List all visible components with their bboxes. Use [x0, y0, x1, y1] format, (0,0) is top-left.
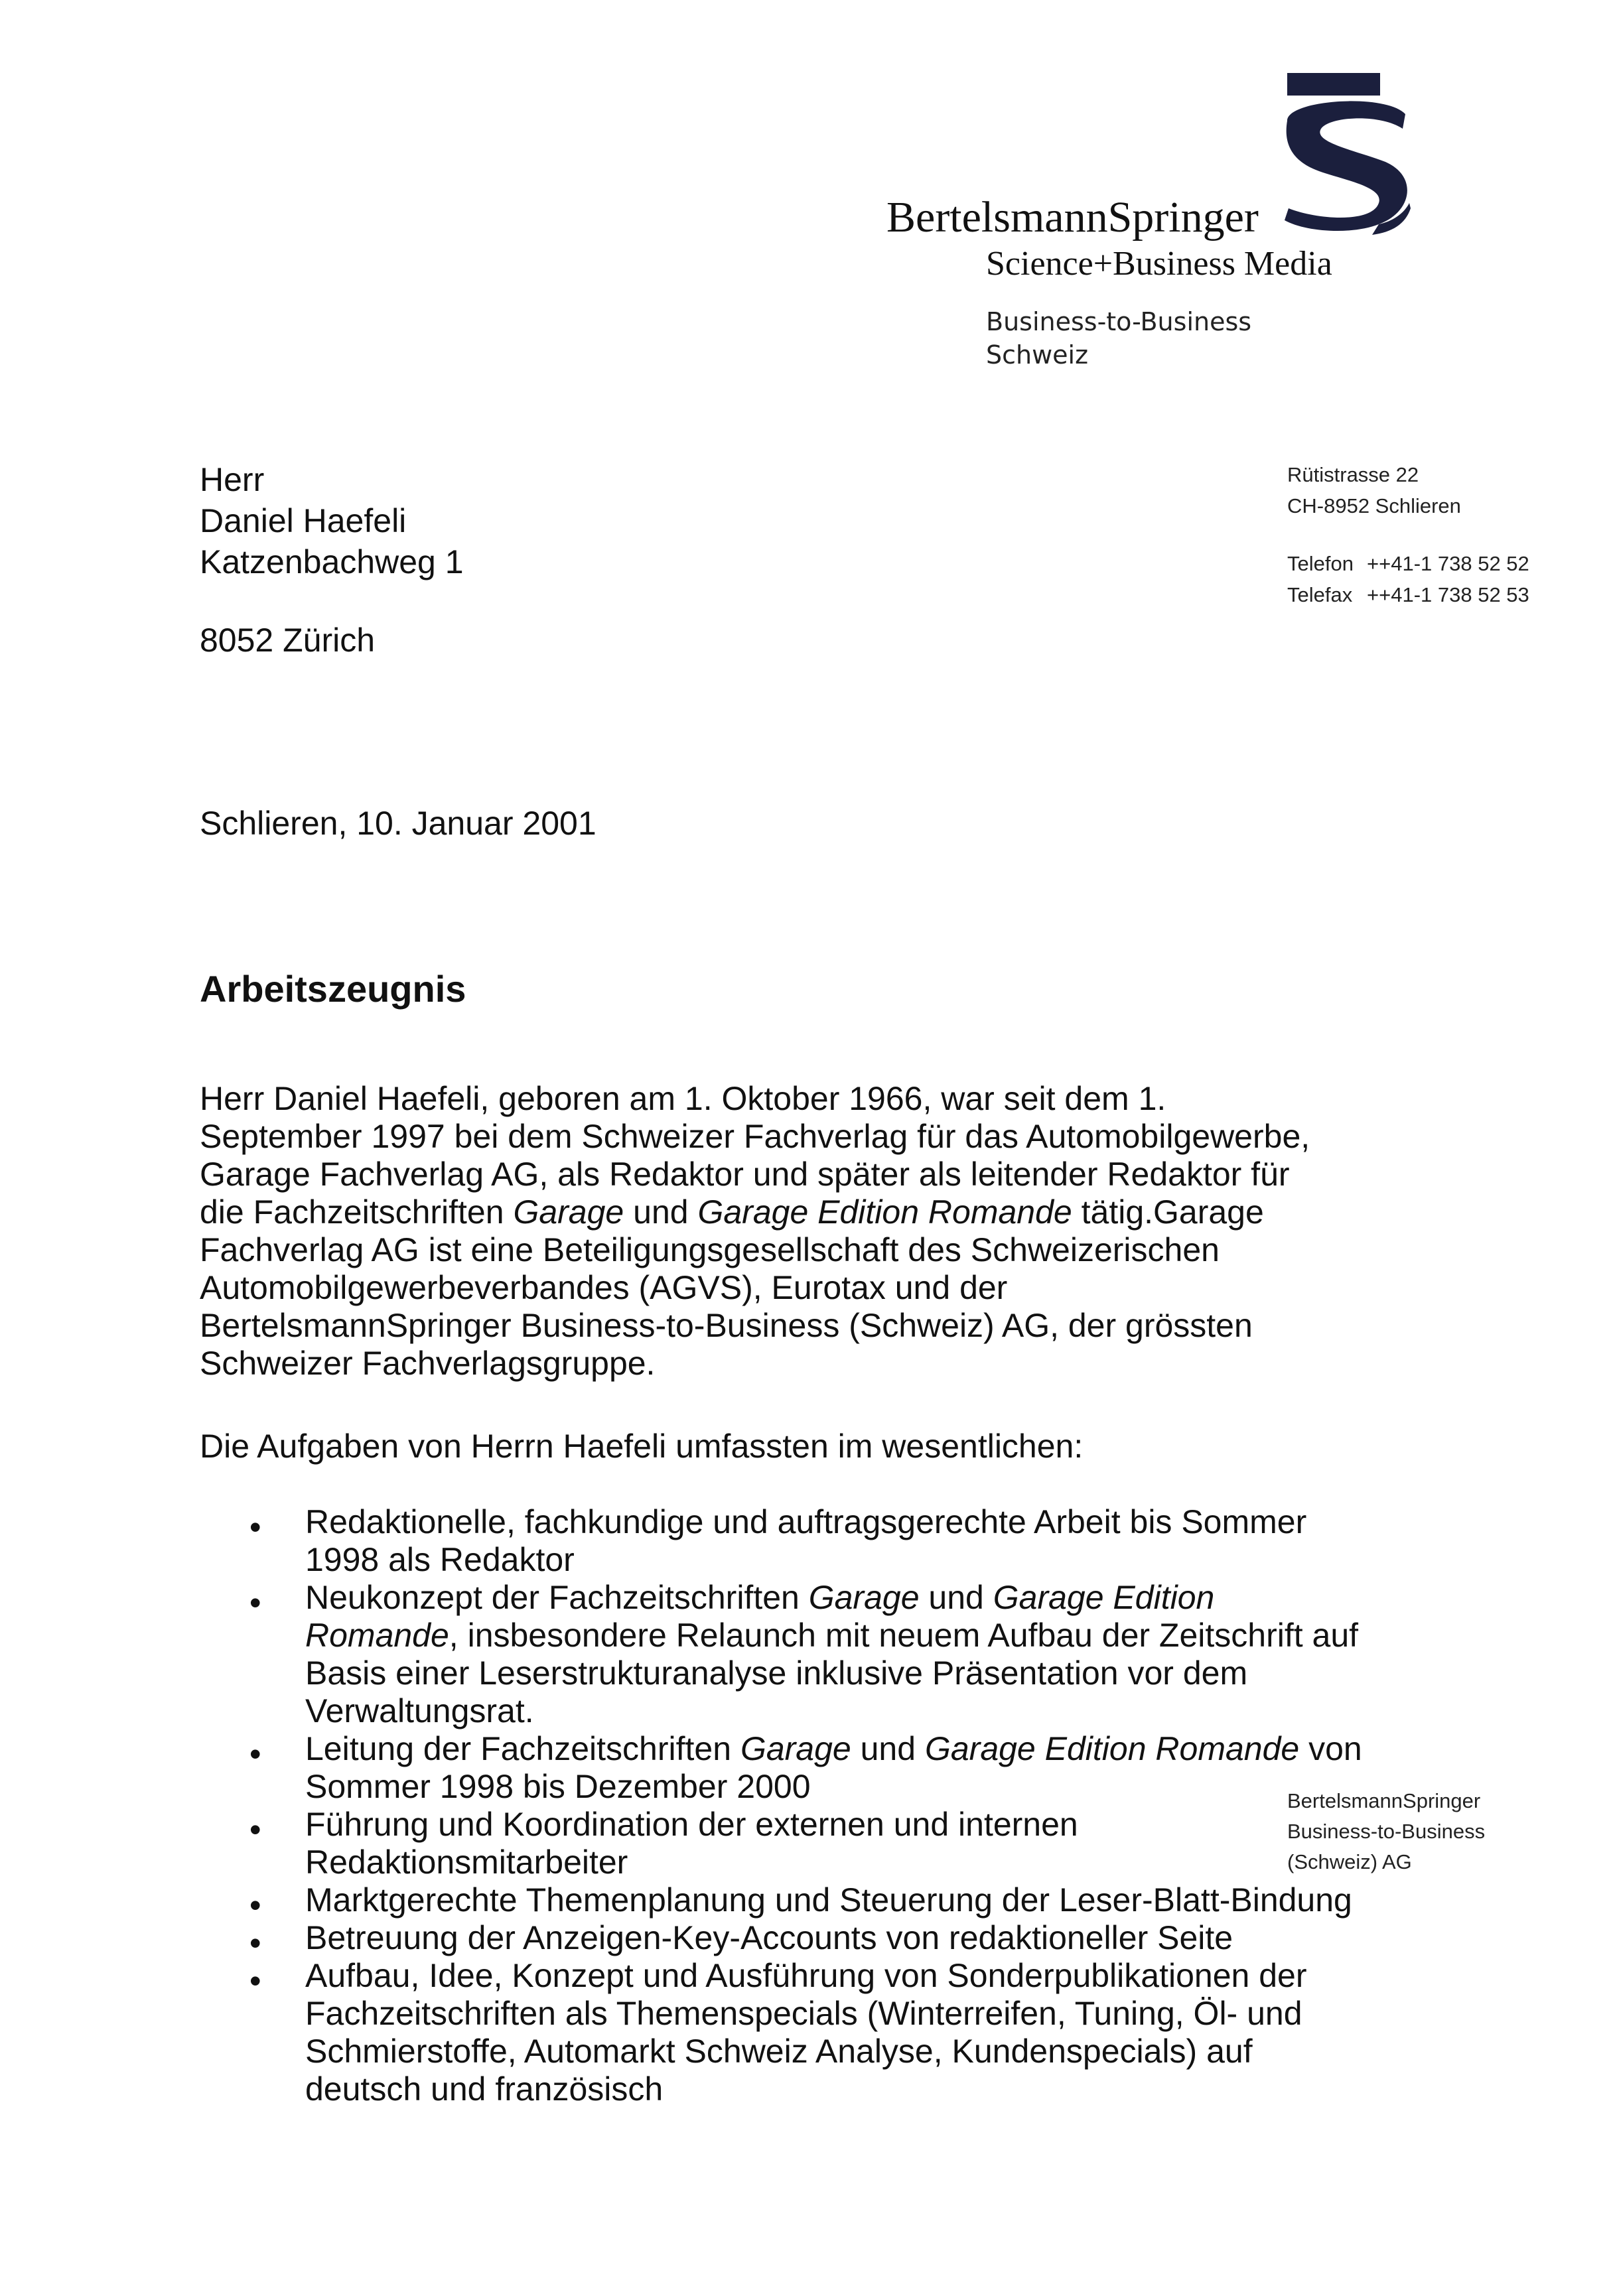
list-item: • Marktgerechte Themenplanung und Steuerung der Leser-Blatt-Bindung	[249, 1881, 1364, 1919]
list-item: • Redaktionelle, fachkundige und auftragsgerechte Arbeit bis Sommer 1998 als Redaktor	[249, 1503, 1364, 1579]
conjunction: und	[633, 1193, 689, 1231]
sender-phone	[1287, 548, 1529, 579]
list-item: • Führung und Koordination der externen und internen Redaktionsmitarbeiter	[249, 1806, 1364, 1881]
recipient-city: 8052 Zürich	[200, 622, 376, 659]
list-item: • Betreuung der Anzeigen-Key-Accounts von redaktioneller Seite	[249, 1919, 1364, 1957]
body-text-part-2: tätig.Garage Fachverlag AG ist eine Beteiligungsgesellschaft des Schweizerischen Automobilgewerbeverbandes (AGVS), Eurotax und der BertelsmannSpringer Business-to-Business (Schweiz) AG, der grössten Schweizer Fachverlagsgruppe.	[200, 1193, 1264, 1382]
list-item: • Leitung der Fachzeitschriften Garage und Garage Edition Romande von Sommer 1998 bis Dezember 2000	[249, 1730, 1364, 1806]
company-name-margin	[1287, 1786, 1485, 1877]
fax-number: ++41-1 738 52 53	[1367, 583, 1529, 606]
magazine-name-garage: Garage	[513, 1193, 624, 1231]
sender-street: Rütistrasse 22	[1287, 463, 1419, 486]
magazine-name-romande: Garage Edition Romande	[697, 1193, 1072, 1231]
body-text-part-1: Herr Daniel Haefeli, geboren am 1. Oktober 1966, war seit dem 1. September 1997 bei dem Schweizer Fachverlag für das Automobilgewerbe, Garage Fachverlag AG, als Redaktor und später als leitender Redaktor für die Fachzeitschriften	[200, 1080, 1310, 1231]
letter-date: Schlieren, 10. Januar 2001	[200, 805, 596, 842]
recipient-address	[200, 459, 464, 661]
phone-label: Telefon	[1287, 552, 1354, 575]
list-item: • Aufbau, Idee, Konzept und Ausführung von Sonderpublikationen der Fachzeitschriften als Themenspecials (Winterreifen, Tuning, Öl- und Schmierstoffe, Automarkt Schweiz Analyse, Kundenspecials) auf deutsch und französisch	[249, 1957, 1364, 2108]
division-line-2: Schweiz	[986, 340, 1089, 370]
body-paragraph	[200, 1080, 1321, 1383]
brand-name: BertelsmannSpringer	[886, 193, 1259, 241]
brand-subtitle: Science+Business Media	[986, 245, 1332, 283]
division-label	[986, 305, 1251, 371]
company-logo-s	[1279, 73, 1412, 239]
document-title: Arbeitszeugnis	[200, 968, 466, 1010]
company-line-3: (Schweiz) AG	[1287, 1850, 1412, 1873]
recipient-street: Katzenbachweg 1	[200, 543, 464, 580]
task-list	[249, 1503, 1364, 2108]
recipient-salutation: Herr	[200, 461, 265, 498]
sender-city: CH-8952 Schlieren	[1287, 494, 1461, 517]
company-line-2: Business-to-Business	[1287, 1820, 1486, 1843]
tasks-intro: Die Aufgaben von Herrn Haefeli umfassten im wesentlichen:	[200, 1428, 1084, 1465]
recipient-name: Daniel Haefeli	[200, 502, 407, 539]
company-line-1: BertelsmannSpringer	[1287, 1789, 1481, 1812]
division-line-1: Business-to-Business	[986, 307, 1252, 336]
sender-fax	[1287, 579, 1529, 610]
sender-address	[1287, 459, 1529, 610]
fax-label: Telefax	[1287, 583, 1353, 606]
list-item: • Neukonzept der Fachzeitschriften Garage und Garage Edition Romande, insbesondere Relaunch mit neuem Aufbau der Zeitschrift auf Basis einer Leserstrukturanalyse inklusive Präsentation vor dem Verwaltungsrat.	[249, 1579, 1364, 1730]
phone-number: ++41-1 738 52 52	[1367, 552, 1529, 575]
